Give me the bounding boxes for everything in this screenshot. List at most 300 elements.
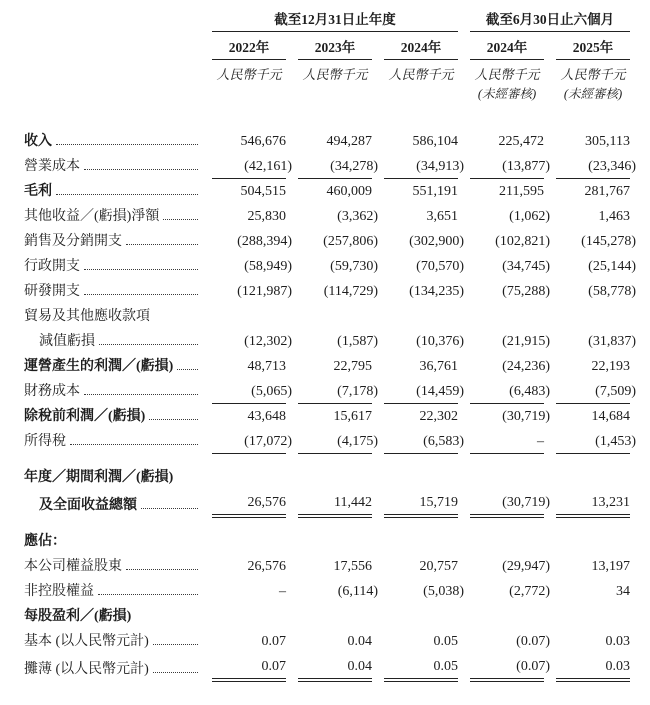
table-row	[24, 354, 630, 379]
value-text: (3,362)	[337, 209, 378, 224]
unit-header	[384, 60, 458, 102]
value-text: 551,191	[412, 184, 458, 199]
value-text: (145,278)	[581, 234, 636, 249]
value-text: (75,288)	[502, 284, 550, 299]
row-label-cell	[24, 604, 200, 629]
table-row	[24, 554, 630, 579]
value-text: 36,761	[419, 359, 458, 374]
value-text: 0.03	[605, 634, 630, 649]
value-text: (302,900)	[409, 234, 464, 249]
row-label-cell	[24, 379, 200, 404]
value-cell	[212, 102, 286, 154]
value-cell	[470, 429, 544, 454]
value-text: (5,038)	[423, 584, 464, 599]
value-cell	[556, 654, 630, 682]
row-label-cell	[24, 404, 200, 429]
row-label-cell	[24, 254, 200, 279]
value-text: (58,778)	[588, 284, 636, 299]
row-label-cell	[24, 229, 200, 254]
table-body	[24, 102, 636, 682]
value-cell	[556, 154, 636, 179]
table-header	[24, 4, 630, 102]
row-label-cell	[24, 329, 200, 354]
value-text: 34	[616, 584, 630, 599]
value-cell	[556, 329, 636, 354]
value-text: 1,463	[598, 209, 630, 224]
value-cell	[556, 304, 630, 329]
value-cell	[470, 654, 550, 682]
value-cell	[212, 204, 286, 229]
table-row	[24, 379, 630, 404]
value-cell	[384, 604, 458, 629]
value-text: (70,570)	[416, 259, 464, 274]
value-cell	[470, 254, 550, 279]
value-cell	[470, 304, 544, 329]
value-cell	[298, 554, 372, 579]
unaudited-note: (未經審核)	[477, 87, 537, 101]
header-spacer	[24, 32, 200, 60]
value-cell	[556, 554, 630, 579]
value-text: 305,113	[585, 134, 630, 149]
value-cell	[298, 229, 378, 254]
value-cell	[298, 179, 372, 204]
row-label: 應佔：	[24, 534, 66, 549]
value-text: 211,595	[499, 184, 544, 199]
value-cell	[470, 518, 544, 554]
row-label: 本公司權益股東	[24, 559, 122, 574]
value-cell	[212, 554, 286, 579]
value-cell	[556, 254, 636, 279]
year-column-header: 2025年	[556, 32, 630, 60]
value-text: (2,772)	[509, 584, 550, 599]
row-label: 研發開支	[24, 284, 80, 299]
row-label-cell	[24, 629, 200, 654]
value-cell	[212, 179, 286, 204]
value-text: (102,821)	[495, 234, 550, 249]
row-label: 財務成本	[24, 384, 80, 399]
dot-leader	[56, 194, 198, 195]
dot-leader	[163, 219, 198, 220]
value-text: (5,065)	[251, 384, 292, 399]
year-column-header: 2022年	[212, 32, 286, 60]
unit-header	[212, 60, 286, 102]
value-text: 22,795	[333, 359, 372, 374]
row-label: 減值虧損	[39, 334, 95, 349]
value-cell	[470, 554, 550, 579]
row-label: 運營產生的利潤／(虧損)	[24, 359, 174, 374]
row-label-cell	[24, 518, 200, 554]
dot-leader	[84, 394, 198, 395]
row-label: 每股盈利／(虧損)	[24, 609, 132, 624]
table-row	[24, 490, 630, 518]
value-text: (7,178)	[337, 384, 378, 399]
value-cell	[556, 429, 636, 454]
value-cell	[556, 204, 630, 229]
row-label-cell	[24, 154, 200, 179]
value-text: (12,302)	[244, 334, 292, 349]
value-text: (42,161)	[244, 159, 292, 174]
row-label-cell	[24, 279, 200, 304]
row-label: 年度／期間利潤／(虧損)	[24, 470, 174, 485]
value-text: (7,509)	[595, 384, 636, 399]
value-text: (58,949)	[244, 259, 292, 274]
table-row	[24, 304, 630, 329]
unit-header-row	[24, 60, 630, 102]
value-cell	[556, 604, 630, 629]
value-text: –	[279, 584, 286, 599]
value-cell	[470, 279, 550, 304]
value-text: (34,913)	[416, 159, 464, 174]
value-cell	[384, 329, 464, 354]
value-text: 26,576	[247, 495, 286, 510]
value-cell	[212, 429, 292, 454]
value-text: 0.07	[261, 634, 286, 649]
value-cell	[384, 254, 464, 279]
value-text: 494,287	[326, 134, 372, 149]
value-cell	[384, 102, 458, 154]
value-cell	[556, 404, 630, 429]
row-label: 及全面收益總額	[39, 498, 137, 513]
value-cell	[470, 579, 550, 604]
value-cell	[556, 629, 630, 654]
value-text: (134,235)	[409, 284, 464, 299]
value-text: 460,009	[326, 184, 372, 199]
value-text: 17,556	[333, 559, 372, 574]
value-cell	[212, 154, 292, 179]
year-column-header: 2023年	[298, 32, 372, 60]
value-text: –	[537, 434, 544, 449]
value-text: (288,394)	[237, 234, 292, 249]
value-cell	[384, 490, 458, 518]
value-text: 20,757	[419, 559, 458, 574]
value-text: 0.05	[433, 634, 458, 649]
table-row	[24, 404, 630, 429]
value-cell	[556, 102, 630, 154]
row-label: 毛利	[24, 184, 52, 199]
value-cell	[298, 279, 378, 304]
value-cell	[212, 354, 286, 379]
value-cell	[470, 490, 550, 518]
dot-leader	[70, 444, 198, 445]
value-cell	[470, 404, 550, 429]
value-text: (17,072)	[244, 434, 292, 449]
value-cell	[298, 629, 372, 654]
value-cell	[298, 379, 378, 404]
value-text: 13,231	[591, 495, 630, 510]
value-cell	[384, 354, 458, 379]
value-cell	[556, 518, 630, 554]
value-cell	[212, 279, 292, 304]
table-row	[24, 654, 630, 682]
table-row	[24, 329, 630, 354]
value-text: (34,745)	[502, 259, 550, 274]
value-cell	[212, 654, 286, 682]
value-cell	[212, 379, 292, 404]
value-text: 15,617	[333, 409, 372, 424]
value-cell	[470, 329, 550, 354]
value-cell	[470, 102, 544, 154]
value-cell	[298, 404, 372, 429]
period-group-annual: 截至12月31日止年度	[212, 4, 458, 32]
table-row	[24, 518, 630, 554]
value-cell	[212, 629, 286, 654]
table-row	[24, 102, 630, 154]
value-cell	[298, 579, 378, 604]
value-text: (121,987)	[237, 284, 292, 299]
row-label: 非控股權益	[24, 584, 94, 599]
table-row	[24, 229, 630, 254]
unaudited-note: (未經審核)	[563, 87, 623, 101]
value-cell	[298, 304, 372, 329]
value-text: (6,114)	[337, 584, 378, 599]
value-cell	[470, 604, 544, 629]
row-label-cell	[24, 179, 200, 204]
unit-label: 人民幣千元	[388, 67, 454, 82]
value-cell	[384, 229, 464, 254]
unaudited-note	[212, 82, 286, 87]
value-text: (1,453)	[595, 434, 636, 449]
value-text: (0.07)	[516, 634, 550, 649]
value-text: (10,376)	[416, 334, 464, 349]
row-label: 收入	[24, 134, 52, 149]
value-text: (0.07)	[516, 659, 550, 674]
table-row	[24, 429, 630, 454]
table-row	[24, 179, 630, 204]
value-text: 586,104	[412, 134, 458, 149]
value-cell	[212, 329, 292, 354]
value-text: 0.04	[347, 659, 372, 674]
table-row	[24, 154, 630, 179]
row-label-cell	[24, 490, 200, 518]
value-text: (30,719)	[502, 409, 550, 424]
value-text: (23,346)	[588, 159, 636, 174]
row-label: 除稅前利潤／(虧損)	[24, 409, 146, 424]
value-cell	[298, 604, 372, 629]
value-text: 546,676	[240, 134, 286, 149]
value-text: 0.03	[605, 659, 630, 674]
value-text: 25,830	[247, 209, 286, 224]
value-cell	[384, 379, 464, 404]
value-text: (30,719)	[502, 495, 550, 510]
table-row	[24, 629, 630, 654]
value-cell	[212, 454, 286, 490]
dot-leader	[99, 344, 198, 345]
value-text: (13,877)	[502, 159, 550, 174]
dot-leader	[153, 644, 198, 645]
value-cell	[384, 518, 458, 554]
value-cell	[470, 179, 544, 204]
row-label: 貿易及其他應收款項	[24, 309, 150, 324]
row-label: 其他收益／(虧損)淨額	[24, 209, 160, 224]
unit-header	[470, 60, 544, 102]
value-cell	[384, 554, 458, 579]
dot-leader	[84, 269, 198, 270]
dot-leader	[149, 419, 198, 420]
value-text: 0.04	[347, 634, 372, 649]
row-label-cell	[24, 454, 200, 490]
value-cell	[556, 279, 636, 304]
value-cell	[212, 304, 286, 329]
row-label-cell	[24, 102, 200, 154]
value-cell	[556, 229, 636, 254]
value-cell	[212, 579, 286, 604]
dot-leader	[126, 244, 198, 245]
table-row	[24, 604, 630, 629]
value-cell	[384, 304, 458, 329]
unaudited-note	[298, 82, 372, 87]
value-cell	[470, 454, 544, 490]
value-text: 504,515	[240, 184, 286, 199]
value-text: (29,947)	[502, 559, 550, 574]
value-text: (6,483)	[509, 384, 550, 399]
value-cell	[298, 204, 378, 229]
row-label: 銷售及分銷開支	[24, 234, 122, 249]
year-column-header: 2024年	[384, 32, 458, 60]
row-label: 營業成本	[24, 159, 80, 174]
value-cell	[384, 429, 464, 454]
row-label-cell	[24, 429, 200, 454]
period-group-row	[24, 4, 630, 32]
unit-header	[556, 60, 630, 102]
value-cell	[384, 454, 458, 490]
value-text: (257,806)	[323, 234, 378, 249]
header-spacer	[24, 60, 200, 102]
unit-label: 人民幣千元	[474, 67, 540, 82]
value-cell	[470, 629, 550, 654]
value-text: 43,648	[247, 409, 286, 424]
value-cell	[470, 229, 550, 254]
value-text: (6,583)	[423, 434, 464, 449]
value-text: 13,197	[591, 559, 630, 574]
value-cell	[298, 102, 372, 154]
row-label-cell	[24, 579, 200, 604]
table-row	[24, 454, 630, 490]
dot-leader	[84, 294, 198, 295]
value-cell	[298, 329, 378, 354]
value-cell	[212, 404, 286, 429]
value-cell	[212, 518, 286, 554]
value-text: 11,442	[334, 495, 372, 510]
value-text: 3,651	[426, 209, 458, 224]
value-text: 281,767	[584, 184, 630, 199]
value-cell	[298, 154, 378, 179]
value-cell	[212, 254, 292, 279]
value-cell	[556, 379, 636, 404]
value-cell	[384, 154, 464, 179]
value-cell	[384, 204, 458, 229]
value-cell	[212, 490, 286, 518]
unit-label: 人民幣千元	[560, 67, 626, 82]
unaudited-note	[384, 82, 458, 87]
value-cell	[298, 429, 378, 454]
value-cell	[470, 354, 550, 379]
value-cell	[556, 354, 630, 379]
dot-leader	[177, 369, 198, 370]
row-label: 所得稅	[24, 434, 66, 449]
value-cell	[470, 379, 550, 404]
dot-leader	[141, 508, 198, 509]
value-cell	[298, 454, 372, 490]
year-header-row	[24, 32, 630, 60]
value-cell	[556, 579, 630, 604]
value-cell	[556, 454, 630, 490]
value-cell	[470, 204, 550, 229]
value-text: (25,144)	[588, 259, 636, 274]
value-text: 26,576	[247, 559, 286, 574]
value-text: 22,193	[591, 359, 630, 374]
value-cell	[384, 404, 458, 429]
unit-label: 人民幣千元	[216, 67, 282, 82]
table-row	[24, 579, 630, 604]
value-cell	[298, 654, 372, 682]
value-text: 0.07	[261, 659, 286, 674]
financial-summary-table	[12, 4, 642, 682]
row-label-cell	[24, 204, 200, 229]
value-text: 22,302	[419, 409, 458, 424]
value-text: 14,684	[591, 409, 630, 424]
value-cell	[212, 229, 292, 254]
unit-label: 人民幣千元	[302, 67, 368, 82]
value-cell	[384, 654, 458, 682]
row-label: 基本 (以人民幣元計)	[24, 634, 149, 649]
value-text: (21,915)	[502, 334, 550, 349]
value-cell	[556, 490, 630, 518]
dot-leader	[84, 169, 198, 170]
table-row	[24, 279, 630, 304]
value-cell	[298, 254, 378, 279]
row-label-cell	[24, 354, 200, 379]
value-text: (1,062)	[509, 209, 550, 224]
value-text: (1,587)	[337, 334, 378, 349]
dot-leader	[126, 569, 198, 570]
row-label-cell	[24, 554, 200, 579]
value-cell	[384, 279, 464, 304]
value-cell	[384, 179, 458, 204]
unit-header	[298, 60, 372, 102]
value-text: (59,730)	[330, 259, 378, 274]
value-text: 48,713	[247, 359, 286, 374]
value-cell	[384, 579, 464, 604]
dot-leader	[56, 144, 198, 145]
value-text: (31,837)	[588, 334, 636, 349]
value-text: (114,729)	[323, 284, 378, 299]
period-group-interim: 截至6月30日止六個月	[470, 4, 630, 32]
row-label-cell	[24, 304, 200, 329]
dot-leader	[98, 594, 198, 595]
value-cell	[298, 490, 372, 518]
value-text: 15,719	[419, 495, 458, 510]
value-cell	[470, 154, 550, 179]
row-label: 行政開支	[24, 259, 80, 274]
value-text: 0.05	[433, 659, 458, 674]
value-text: (14,459)	[416, 384, 464, 399]
row-label: 攤薄 (以人民幣元計)	[24, 662, 149, 677]
dot-leader	[153, 672, 198, 673]
value-cell	[212, 604, 286, 629]
value-text: 225,472	[498, 134, 544, 149]
value-cell	[298, 354, 372, 379]
row-label-cell	[24, 654, 200, 682]
value-text: (34,278)	[330, 159, 378, 174]
year-column-header: 2024年	[470, 32, 544, 60]
value-text: (4,175)	[337, 434, 378, 449]
value-cell	[298, 518, 372, 554]
value-text: (24,236)	[502, 359, 550, 374]
table-row	[24, 254, 630, 279]
value-cell	[384, 629, 458, 654]
header-spacer	[24, 4, 200, 32]
table-row	[24, 204, 630, 229]
